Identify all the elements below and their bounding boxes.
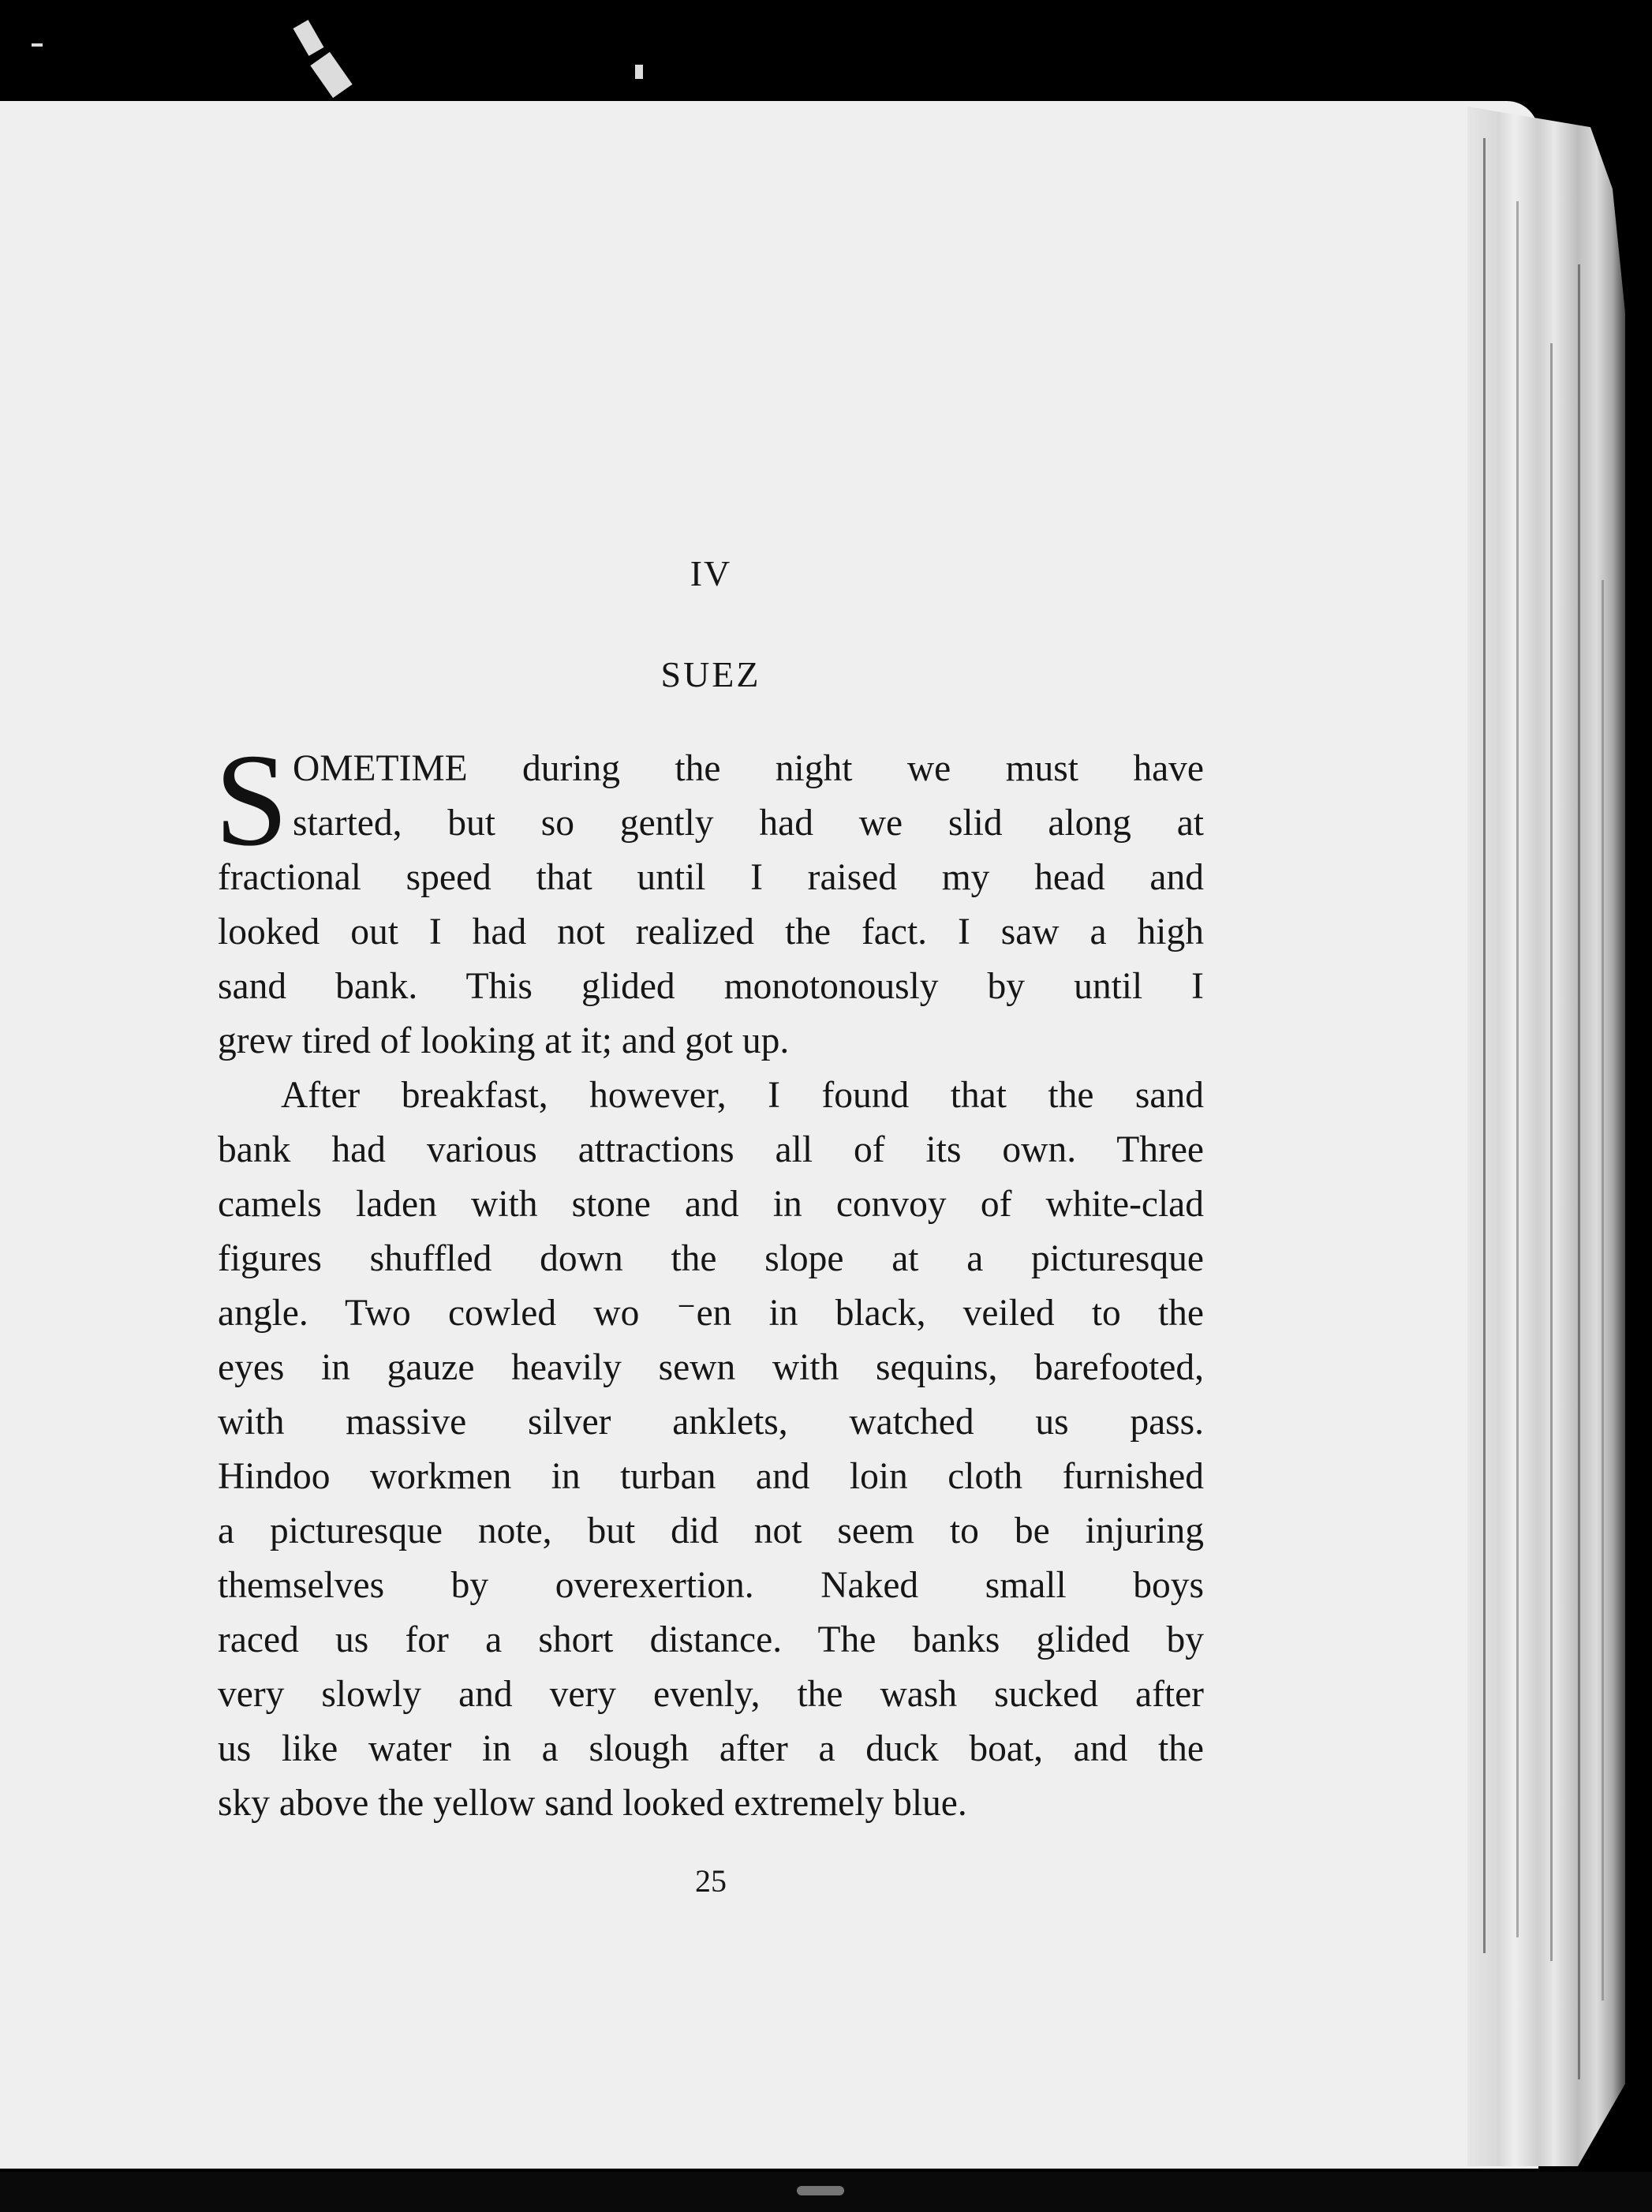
text-line: very slowly and very evenly, the wash sucked after xyxy=(218,1674,1204,1715)
text-line: raced us for a short distance. The banks glided by xyxy=(218,1619,1204,1660)
text-line: eyes in gauze heavily sewn with sequins, barefooted, xyxy=(218,1347,1204,1388)
text-line: themselves by overexertion. Naked small boys xyxy=(218,1565,1204,1606)
drop-cap: S xyxy=(215,727,289,874)
paragraph xyxy=(218,742,1204,1069)
scan-speck xyxy=(635,65,643,79)
page-number: 25 xyxy=(695,1863,727,1899)
chapter-body xyxy=(215,727,1204,1831)
text-line: grew tired of looking at it; and got up. xyxy=(218,1020,790,1061)
text-line: bank had various attractions all of its own. Three xyxy=(218,1129,1204,1170)
text-line: us like water in a slough after a duck boat, and the xyxy=(218,1728,1204,1769)
paragraph xyxy=(218,1069,1204,1831)
text-line: OMETIME during the night we must have xyxy=(293,748,1204,789)
text-line: looked out I had not realized the fact. I saw a high xyxy=(218,911,1204,953)
chapter-number: IV xyxy=(690,553,732,593)
text-line: sky above the yellow sand looked extremely blue. xyxy=(218,1783,967,1824)
scan-speck xyxy=(797,2186,844,2195)
text-line: a picturesque note, but did not seem to be injuring xyxy=(218,1510,1204,1551)
text-line: camels laden with stone and in convoy of white-clad xyxy=(218,1184,1204,1225)
text-line: figures shuffled down the slope at a picturesque xyxy=(218,1238,1204,1279)
text-line: Hindoo workmen in turban and loin cloth furnished xyxy=(218,1456,1204,1497)
text-line: started, but so gently had we slid along at xyxy=(293,803,1204,844)
text-line: angle. Two cowled wo ⁻en in black, veiled to the xyxy=(218,1293,1204,1334)
text-line: sand bank. This glided monotonously by until I xyxy=(218,966,1204,1007)
page-fore-edge xyxy=(1467,107,1625,2166)
chapter-title: SUEZ xyxy=(660,654,761,694)
scan-speck xyxy=(310,52,352,98)
text-line: After breakfast, however, I found that the sand xyxy=(281,1075,1204,1116)
scan-speck xyxy=(293,20,323,56)
scan-speck xyxy=(32,43,43,47)
text-line: fractional speed that until I raised my head and xyxy=(218,857,1204,898)
text-line: with massive silver anklets, watched us pass. xyxy=(218,1402,1204,1443)
